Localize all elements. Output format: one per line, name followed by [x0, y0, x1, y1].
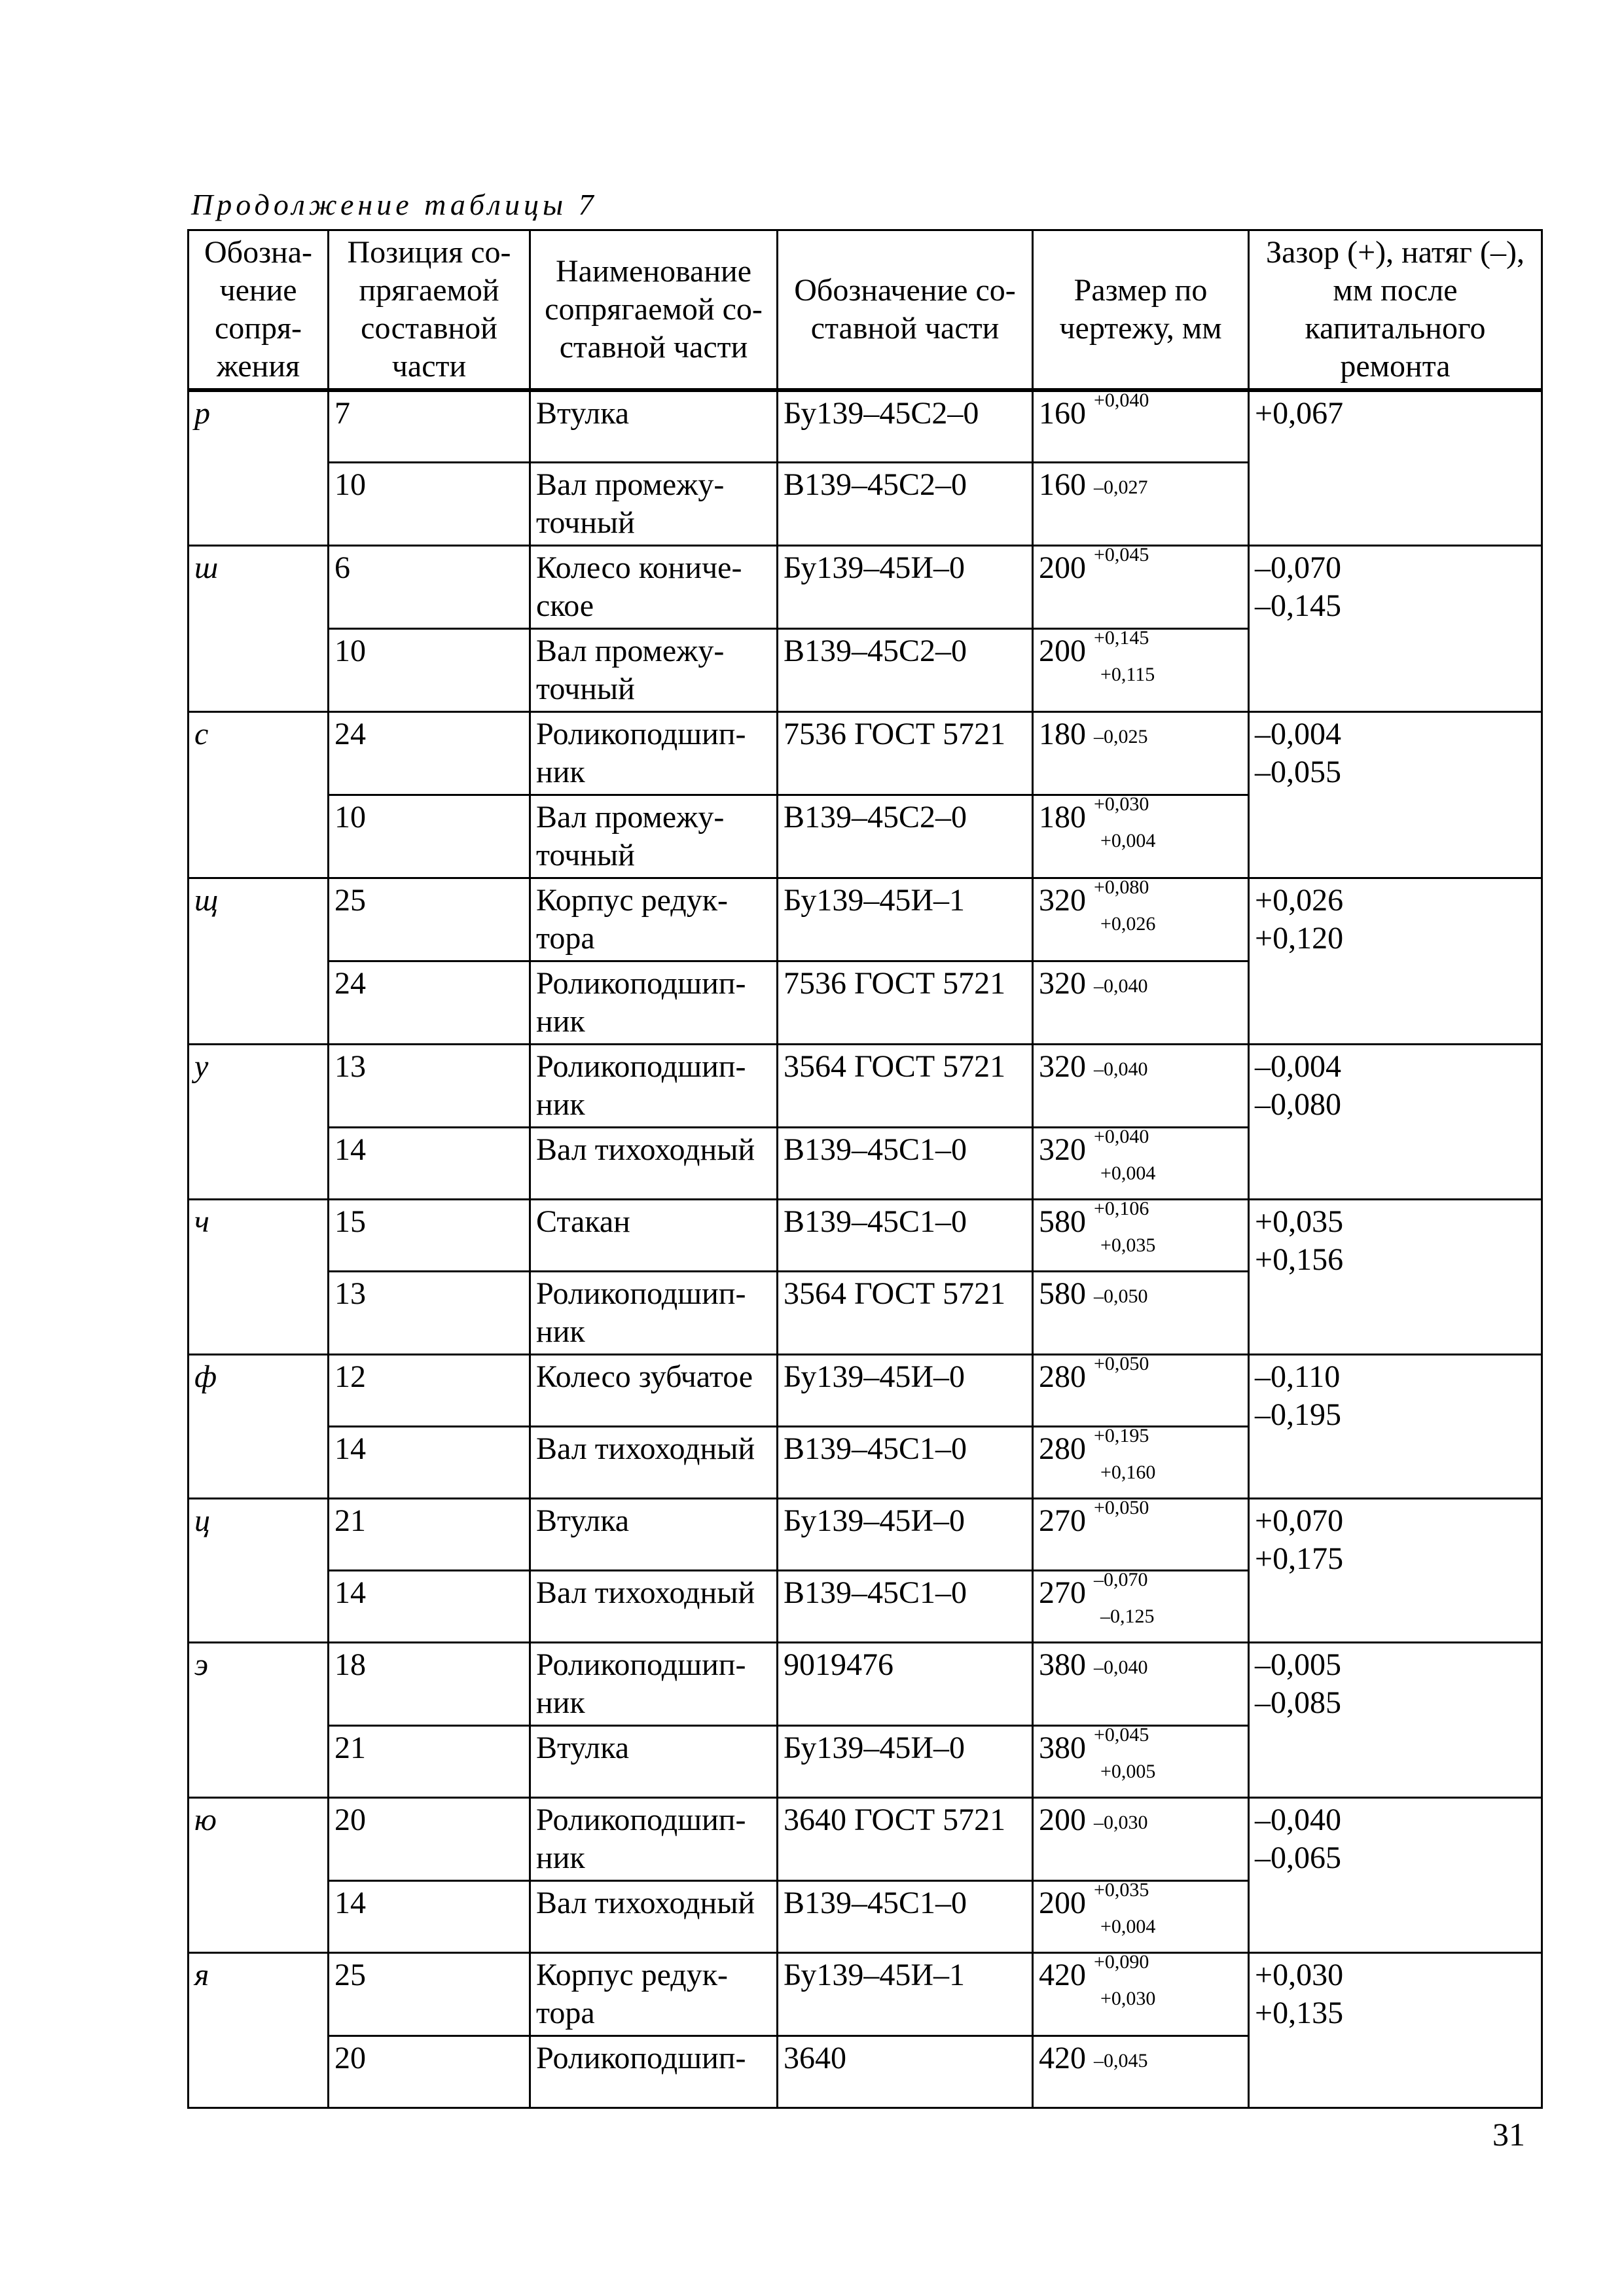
part-name-cell: Роликоподшип-ник [530, 961, 778, 1044]
gap-value: –0,004 [1255, 716, 1341, 751]
size-cell [1033, 462, 1249, 545]
nominal-size: 380 [1039, 1647, 1086, 1682]
size-value [1039, 626, 1155, 685]
size-cell [1033, 1880, 1249, 1952]
header-mate: Обозна-чение сопря-жения [189, 230, 329, 391]
table-row [189, 878, 1542, 961]
part-name-cell: Корпус редук-тора [530, 878, 778, 961]
tolerance [1094, 391, 1149, 410]
nominal-size: 270 [1039, 1575, 1086, 1610]
gap-value: +0,026 [1255, 882, 1344, 918]
gap-value: –0,085 [1255, 1685, 1341, 1720]
size-cell [1033, 795, 1249, 878]
designation-cell: Бу139–45И–0 [778, 1354, 1033, 1426]
upper-deviation: +0,195 [1094, 1424, 1149, 1446]
tolerance [1094, 1354, 1149, 1374]
gap-value: –0,040 [1255, 1802, 1341, 1837]
nominal-size: 320 [1039, 882, 1086, 918]
header-name: Наименование сопрягаемой со-ставной части [530, 230, 778, 391]
lower-deviation: –0,040 [1094, 1058, 1148, 1080]
header-position: Позиция со-прягаемой составной части [329, 230, 530, 391]
table-row [189, 1952, 1542, 2036]
nominal-size: 200 [1039, 550, 1086, 585]
size-value [1039, 1647, 1148, 1682]
position-cell: 20 [329, 1797, 530, 1880]
size-value [1039, 717, 1148, 751]
size-cell [1033, 1127, 1249, 1199]
gap-cell [1249, 1044, 1542, 1199]
mate-cell: ю [189, 1797, 329, 1952]
tolerance [1094, 1952, 1155, 2009]
gap-cell [1249, 1642, 1542, 1797]
lower-deviation: –0,027 [1094, 476, 1148, 498]
nominal-size: 200 [1039, 1802, 1086, 1837]
position-cell: 13 [329, 1271, 530, 1354]
tolerance [1094, 1570, 1155, 1626]
tolerance [1094, 1880, 1155, 1937]
part-name-cell: Корпус редук-тора [530, 1952, 778, 2036]
size-cell [1033, 1199, 1249, 1271]
nominal-size: 160 [1039, 396, 1086, 431]
header-size: Размер по чертежу, мм [1033, 230, 1249, 391]
nominal-size: 320 [1039, 1132, 1086, 1167]
size-cell [1033, 1271, 1249, 1354]
lower-deviation: –0,045 [1094, 2049, 1148, 2072]
size-value [1039, 1950, 1156, 2009]
designation-cell: 9019476 [778, 1642, 1033, 1725]
mate-cell: щ [189, 878, 329, 1044]
position-cell: 14 [329, 1880, 530, 1952]
size-cell [1033, 1725, 1249, 1797]
mating-table [187, 229, 1543, 2109]
position-cell: 24 [329, 711, 530, 795]
mate-cell: ф [189, 1354, 329, 1498]
size-cell [1033, 1570, 1249, 1642]
lower-deviation: –0,030 [1094, 1811, 1148, 1833]
header-designation: Обозначение со-ставной части [778, 230, 1033, 391]
table-row [189, 1044, 1542, 1127]
gap-cell [1249, 545, 1542, 711]
nominal-size: 280 [1039, 1359, 1086, 1394]
mate-cell: ч [189, 1199, 329, 1354]
size-value [1039, 1878, 1156, 1937]
size-cell [1033, 628, 1249, 711]
size-cell [1033, 1797, 1249, 1880]
tolerance [1094, 1426, 1155, 1482]
size-cell [1033, 545, 1249, 628]
size-cell [1033, 1642, 1249, 1725]
part-name-cell: Вал тихоходный [530, 1127, 778, 1199]
part-name-cell: Вал промежу-точный [530, 795, 778, 878]
gap-value: +0,175 [1255, 1541, 1344, 1576]
part-name-cell: Роликоподшип-ник [530, 1271, 778, 1354]
page-number: 31 [1492, 2116, 1525, 2153]
gap-cell [1249, 1498, 1542, 1642]
designation-cell: Бу139–45И–0 [778, 1498, 1033, 1570]
tolerance [1094, 1725, 1155, 1782]
designation-cell: В139–45С1–0 [778, 1880, 1033, 1952]
part-name-cell: Стакан [530, 1199, 778, 1271]
position-cell: 12 [329, 1354, 530, 1426]
table-body [189, 390, 1542, 2108]
part-name-cell: Втулка [530, 1725, 778, 1797]
table-row [189, 1797, 1542, 1880]
designation-cell: 3640 [778, 2036, 1033, 2108]
header-gap: Зазор (+), натяг (–), мм после капитального ремонта [1249, 230, 1542, 391]
gap-cell [1249, 878, 1542, 1044]
size-cell [1033, 961, 1249, 1044]
tolerance [1094, 2051, 1148, 2071]
gap-cell [1249, 1952, 1542, 2108]
gap-value: +0,070 [1255, 1503, 1344, 1538]
position-cell: 14 [329, 1127, 530, 1199]
size-cell [1033, 1354, 1249, 1426]
upper-deviation: +0,050 [1094, 1352, 1149, 1374]
lower-deviation: –0,040 [1094, 1656, 1148, 1678]
designation-cell: Бу139–45И–1 [778, 878, 1033, 961]
gap-value: –0,110 [1255, 1359, 1341, 1394]
size-value [1039, 1496, 1149, 1538]
designation-cell: 3640 ГОСТ 5721 [778, 1797, 1033, 1880]
gap-cell [1249, 1354, 1542, 1498]
nominal-size: 180 [1039, 716, 1086, 751]
part-name-cell: Вал тихоходный [530, 1570, 778, 1642]
designation-cell: Бу139–45С2–0 [778, 390, 1033, 462]
designation-cell: 7536 ГОСТ 5721 [778, 961, 1033, 1044]
lower-deviation: +0,030 [1100, 1987, 1156, 2009]
size-value [1039, 1352, 1149, 1394]
tolerance [1094, 478, 1148, 497]
tolerance [1094, 1287, 1148, 1306]
upper-deviation: –0,070 [1094, 1568, 1148, 1590]
size-value [1039, 793, 1156, 852]
gap-cell [1249, 390, 1542, 545]
designation-cell: Бу139–45И–0 [778, 545, 1033, 628]
tolerance [1094, 1060, 1148, 1079]
mate-cell: ц [189, 1498, 329, 1642]
tolerance [1094, 727, 1148, 747]
size-value [1039, 467, 1148, 502]
size-cell [1033, 711, 1249, 795]
upper-deviation: +0,090 [1094, 1950, 1149, 1973]
gap-value: –0,145 [1255, 588, 1341, 623]
nominal-size: 200 [1039, 1885, 1086, 1920]
lower-deviation: +0,035 [1100, 1234, 1156, 1256]
tolerance [1094, 977, 1148, 996]
nominal-size: 580 [1039, 1276, 1086, 1311]
part-name-cell: Вал тихоходный [530, 1880, 778, 1952]
designation-cell: В139–45С1–0 [778, 1127, 1033, 1199]
size-cell [1033, 2036, 1249, 2108]
position-cell: 10 [329, 628, 530, 711]
gap-value: –0,080 [1255, 1086, 1341, 1122]
position-cell: 21 [329, 1498, 530, 1570]
position-cell: 7 [329, 390, 530, 462]
size-cell [1033, 1426, 1249, 1498]
table-caption: Продолжение таблицы 7 [191, 188, 598, 221]
mate-cell: с [189, 711, 329, 878]
upper-deviation: +0,035 [1094, 1878, 1149, 1901]
size-value [1039, 2041, 1148, 2075]
position-cell: 10 [329, 795, 530, 878]
designation-cell: 3564 ГОСТ 5721 [778, 1271, 1033, 1354]
position-cell: 20 [329, 2036, 530, 2108]
lower-deviation: –0,050 [1094, 1285, 1148, 1307]
nominal-size: 320 [1039, 965, 1086, 1001]
designation-cell: В139–45С1–0 [778, 1570, 1033, 1642]
designation-cell: 3564 ГОСТ 5721 [778, 1044, 1033, 1127]
lower-deviation: –0,025 [1094, 725, 1148, 747]
gap-value: –0,065 [1255, 1840, 1341, 1875]
upper-deviation: +0,030 [1094, 793, 1149, 815]
position-cell: 21 [329, 1725, 530, 1797]
table-row [189, 1354, 1542, 1426]
lower-deviation: +0,160 [1100, 1461, 1156, 1483]
lower-deviation: +0,005 [1100, 1760, 1156, 1782]
tolerance [1094, 1658, 1148, 1677]
lower-deviation: –0,040 [1094, 975, 1148, 997]
gap-value: –0,195 [1255, 1397, 1341, 1432]
size-value [1039, 1723, 1156, 1782]
size-value [1039, 1125, 1156, 1184]
size-value [1039, 1049, 1148, 1084]
gap-value: +0,135 [1255, 1995, 1344, 2030]
size-value [1039, 1803, 1148, 1837]
part-name-cell: Колесо зубчатое [530, 1354, 778, 1426]
table-row [189, 1498, 1542, 1570]
gap-value: –0,004 [1255, 1049, 1341, 1084]
part-name-cell: Вал промежу-точный [530, 462, 778, 545]
table-row [189, 390, 1542, 462]
tolerance [1094, 795, 1155, 851]
position-cell: 13 [329, 1044, 530, 1127]
gap-value: +0,067 [1255, 396, 1344, 431]
part-name-cell: Роликоподшип-ник [530, 1044, 778, 1127]
position-cell: 18 [329, 1642, 530, 1725]
gap-value: +0,156 [1255, 1242, 1344, 1277]
table-row [189, 1642, 1542, 1725]
mate-cell: р [189, 390, 329, 545]
lower-deviation: +0,115 [1100, 663, 1155, 685]
gap-cell [1249, 1797, 1542, 1952]
lower-deviation: +0,026 [1100, 912, 1156, 935]
upper-deviation: +0,145 [1094, 626, 1149, 649]
nominal-size: 280 [1039, 1431, 1086, 1466]
tolerance [1094, 628, 1155, 685]
position-cell: 6 [329, 545, 530, 628]
table-row [189, 1199, 1542, 1271]
size-cell [1033, 1498, 1249, 1570]
designation-cell: В139–45С1–0 [778, 1426, 1033, 1498]
part-name-cell: Роликоподшип- [530, 2036, 778, 2108]
nominal-size: 160 [1039, 467, 1086, 502]
tolerance [1094, 1813, 1148, 1833]
upper-deviation: +0,050 [1094, 1496, 1149, 1518]
tolerance [1094, 1498, 1149, 1518]
size-value [1039, 1424, 1156, 1483]
size-value [1039, 966, 1148, 1001]
size-cell [1033, 390, 1249, 462]
nominal-size: 420 [1039, 1957, 1086, 1992]
gap-cell [1249, 1199, 1542, 1354]
position-cell: 24 [329, 961, 530, 1044]
designation-cell: Бу139–45И–0 [778, 1725, 1033, 1797]
part-name-cell: Втулка [530, 390, 778, 462]
nominal-size: 380 [1039, 1730, 1086, 1765]
nominal-size: 320 [1039, 1049, 1086, 1084]
nominal-size: 200 [1039, 633, 1086, 668]
designation-cell: В139–45С2–0 [778, 795, 1033, 878]
position-cell: 25 [329, 878, 530, 961]
lower-deviation: +0,004 [1100, 829, 1156, 852]
part-name-cell: Вал промежу-точный [530, 628, 778, 711]
gap-value: +0,030 [1255, 1957, 1344, 1992]
table-row [189, 711, 1542, 795]
header-row [189, 230, 1542, 391]
upper-deviation: +0,040 [1094, 389, 1149, 411]
upper-deviation: +0,106 [1094, 1197, 1149, 1219]
lower-deviation: +0,004 [1100, 1162, 1156, 1184]
size-cell [1033, 878, 1249, 961]
tolerance [1094, 878, 1155, 934]
nominal-size: 420 [1039, 2040, 1086, 2075]
tolerance [1094, 1199, 1155, 1255]
lower-deviation: +0,004 [1100, 1915, 1156, 1937]
position-cell: 10 [329, 462, 530, 545]
nominal-size: 270 [1039, 1503, 1086, 1538]
tolerance [1094, 545, 1149, 565]
designation-cell: В139–45С1–0 [778, 1199, 1033, 1271]
mate-cell: ш [189, 545, 329, 711]
position-cell: 14 [329, 1426, 530, 1498]
position-cell: 25 [329, 1952, 530, 2036]
size-value [1039, 389, 1149, 431]
mate-cell: я [189, 1952, 329, 2108]
designation-cell: В139–45С2–0 [778, 462, 1033, 545]
position-cell: 15 [329, 1199, 530, 1271]
size-value [1039, 1568, 1155, 1627]
upper-deviation: +0,045 [1094, 543, 1149, 565]
position-cell: 14 [329, 1570, 530, 1642]
designation-cell: Бу139–45И–1 [778, 1952, 1033, 2036]
part-name-cell: Роликоподшип-ник [530, 711, 778, 795]
mate-cell: у [189, 1044, 329, 1199]
nominal-size: 180 [1039, 799, 1086, 834]
size-value [1039, 1197, 1156, 1256]
gap-value: –0,055 [1255, 754, 1341, 789]
upper-deviation: +0,080 [1094, 876, 1149, 898]
upper-deviation: +0,045 [1094, 1723, 1149, 1746]
mate-cell: э [189, 1642, 329, 1797]
nominal-size: 580 [1039, 1204, 1086, 1239]
designation-cell: В139–45С2–0 [778, 628, 1033, 711]
gap-value: –0,005 [1255, 1647, 1341, 1682]
size-value [1039, 543, 1149, 585]
gap-cell [1249, 711, 1542, 878]
size-value [1039, 876, 1156, 935]
part-name-cell: Вал тихоходный [530, 1426, 778, 1498]
part-name-cell: Роликоподшип-ник [530, 1797, 778, 1880]
gap-value: +0,120 [1255, 920, 1344, 956]
size-cell [1033, 1952, 1249, 2036]
part-name-cell: Колесо кониче-ское [530, 545, 778, 628]
size-value [1039, 1276, 1148, 1311]
size-cell [1033, 1044, 1249, 1127]
gap-value: +0,035 [1255, 1204, 1344, 1239]
table-row [189, 545, 1542, 628]
tolerance [1094, 1127, 1155, 1183]
upper-deviation: +0,040 [1094, 1125, 1149, 1147]
designation-cell: 7536 ГОСТ 5721 [778, 711, 1033, 795]
lower-deviation: –0,125 [1100, 1605, 1155, 1627]
part-name-cell: Роликоподшип-ник [530, 1642, 778, 1725]
part-name-cell: Втулка [530, 1498, 778, 1570]
gap-value: –0,070 [1255, 550, 1341, 585]
